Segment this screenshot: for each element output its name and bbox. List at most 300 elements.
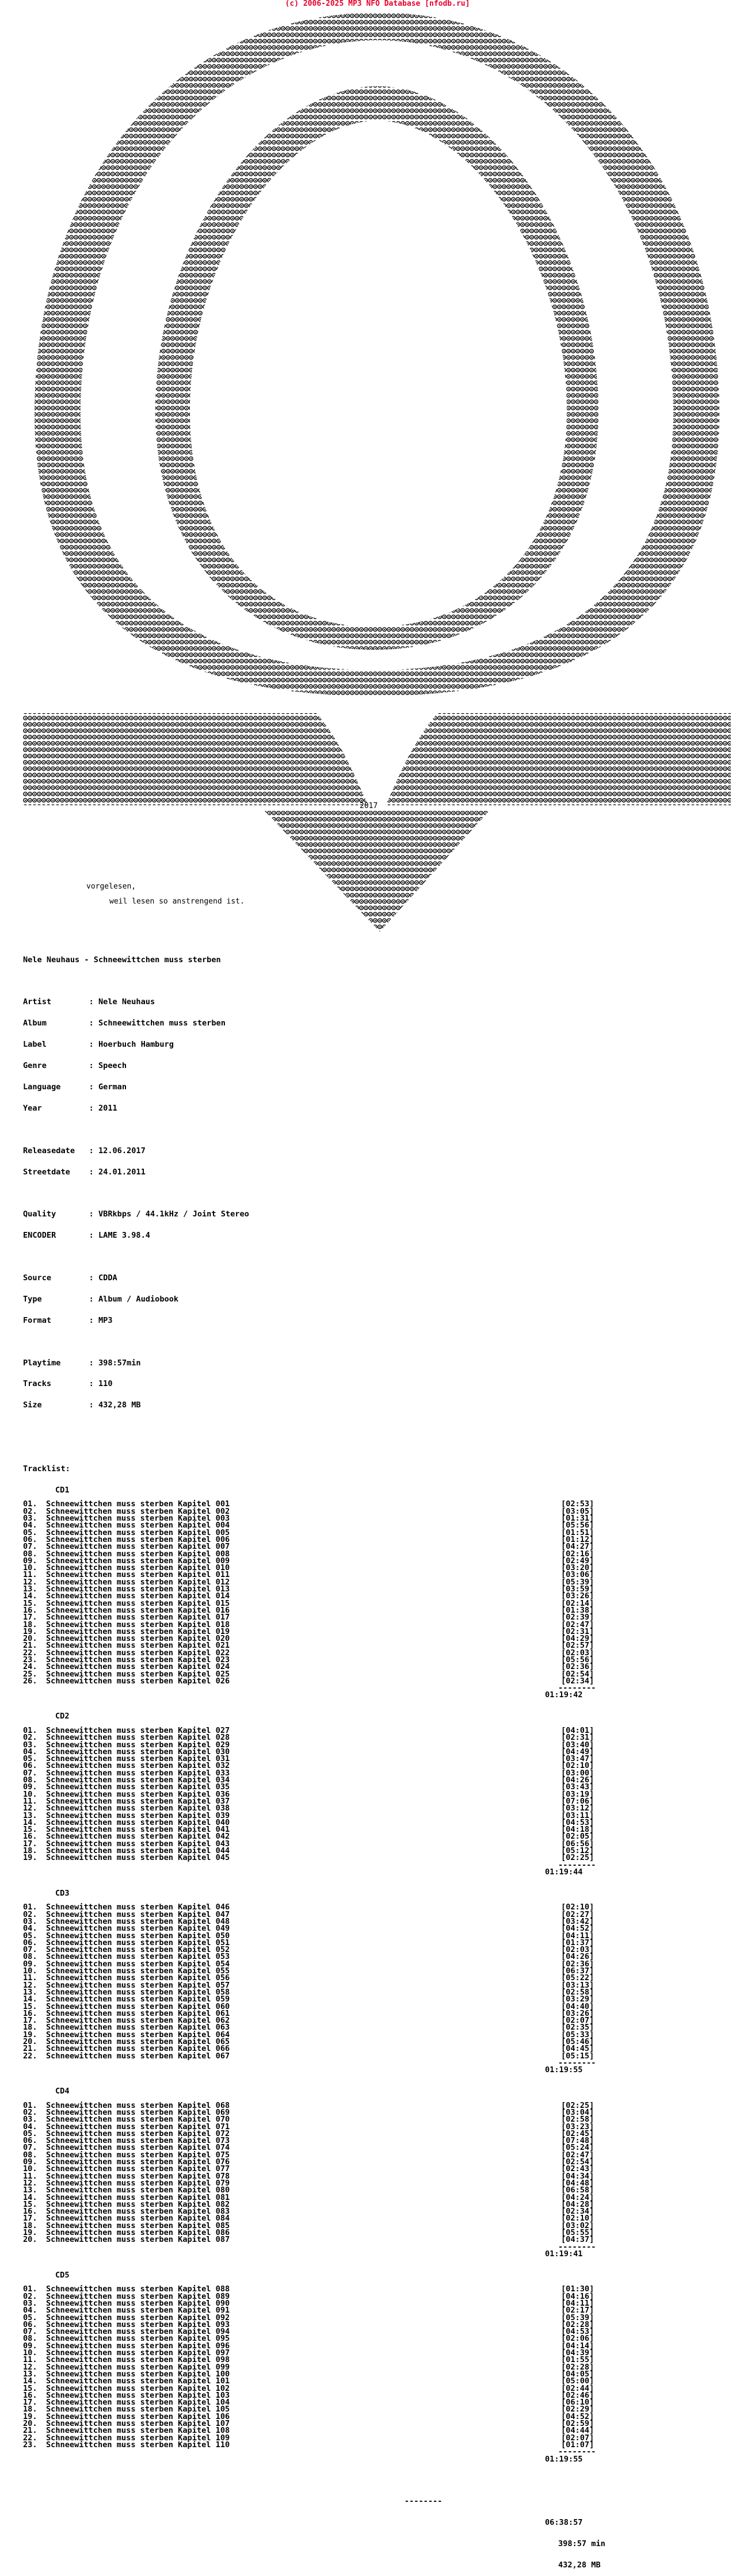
track-title: Schneewittchen muss sterben Kapitel 032 (46, 1761, 230, 1771)
track-duration: [02:43] (561, 2164, 594, 2174)
track-duration: [05:33] (561, 2030, 594, 2039)
track-title: Schneewittchen muss sterben Kapitel 022 (46, 1648, 230, 1658)
track-row (23, 2314, 605, 2321)
info-genre: Genre : Speech (23, 1061, 127, 1071)
track-title: Schneewittchen muss sterben Kapitel 002 (46, 1506, 230, 1516)
track-number: 13. (23, 2369, 37, 2379)
track-number: 01. (23, 2100, 37, 2110)
track-duration: [02:07] (561, 2016, 594, 2026)
track-number: 10. (23, 2348, 37, 2358)
track-title: Schneewittchen muss sterben Kapitel 095 (46, 2334, 230, 2344)
track-row (23, 2356, 605, 2363)
track-title: Schneewittchen muss sterben Kapitel 013 (46, 1584, 230, 1594)
info-format: Format : MP3 (23, 1315, 113, 1325)
info-album: Album : Schneewittchen muss sterben (23, 1019, 226, 1028)
track-duration: [05:55] (561, 2228, 594, 2238)
track-title: Schneewittchen muss sterben Kapitel 096 (46, 2341, 230, 2351)
track-number: 08. (23, 1549, 37, 1559)
track-row (23, 2349, 605, 2356)
track-row (23, 2392, 605, 2399)
track-number: 12. (23, 1980, 37, 1990)
track-number: 02. (23, 1909, 37, 1919)
track-title: Schneewittchen muss sterben Kapitel 068 (46, 2100, 230, 2110)
track-title: Schneewittchen muss sterben Kapitel 075 (46, 2150, 230, 2160)
track-duration: [06:58] (561, 2185, 594, 2195)
track-title: Schneewittchen muss sterben Kapitel 093 (46, 2319, 230, 2329)
track-title: Schneewittchen muss sterben Kapitel 098 (46, 2355, 230, 2365)
track-title: Schneewittchen muss sterben Kapitel 012 (46, 1577, 230, 1587)
track-title: Schneewittchen muss sterben Kapitel 046 (46, 1903, 230, 1912)
track-duration: [04:26] (561, 1952, 594, 1962)
track-duration: [02:16] (561, 1549, 594, 1559)
track-duration: [03:05] (561, 1506, 594, 1516)
info-playtime: Playtime : 398:57min (23, 1358, 141, 1368)
track-title: Schneewittchen muss sterben Kapitel 089 (46, 2291, 230, 2301)
track-title: Schneewittchen muss sterben Kapitel 110 (46, 2440, 230, 2449)
track-number: 14. (23, 2192, 37, 2202)
track-number: 12. (23, 2178, 37, 2188)
track-number: 23. (23, 2440, 37, 2449)
track-row (23, 2328, 605, 2335)
track-title: Schneewittchen muss sterben Kapitel 087 (46, 2235, 230, 2245)
track-number: 07. (23, 2143, 37, 2153)
track-duration: [03:12] (561, 1804, 594, 1813)
info-artist: Artist : Nele Neuhaus (23, 997, 155, 1007)
track-title: Schneewittchen muss sterben Kapitel 058 (46, 1987, 230, 1997)
track-duration: [03:23] (561, 2122, 594, 2131)
track-title: Schneewittchen muss sterben Kapitel 080 (46, 2185, 230, 2195)
track-title: Schneewittchen muss sterben Kapitel 066 (46, 2044, 230, 2054)
track-duration: [02:54] (561, 1669, 594, 1679)
track-title: Schneewittchen muss sterben Kapitel 029 (46, 1740, 230, 1750)
track-number: 01. (23, 1499, 37, 1509)
track-number: 11. (23, 1796, 37, 1806)
info-language: Language : German (23, 1082, 127, 1092)
track-number: 09. (23, 1959, 37, 1969)
track-duration: [03:43] (561, 1782, 594, 1792)
track-title: Schneewittchen muss sterben Kapitel 042 (46, 1832, 230, 1842)
track-number: 13. (23, 2185, 37, 2195)
track-duration: [02:25] (561, 2100, 594, 2110)
track-row (23, 2307, 605, 2314)
track-number: 08. (23, 2334, 37, 2344)
track-duration: [02:58] (561, 2115, 594, 2125)
track-duration: [02:14] (561, 1598, 594, 1608)
track-duration: [05:39] (561, 2313, 594, 2322)
track-number: 18. (23, 1846, 37, 1855)
track-title: Schneewittchen muss sterben Kapitel 077 (46, 2164, 230, 2174)
track-title: Schneewittchen muss sterben Kapitel 039 (46, 1811, 230, 1820)
info-label: Label : Hoerbuch Hamburg (23, 1040, 174, 1050)
tracklist (23, 1487, 605, 2463)
track-duration: [03:26] (561, 1591, 594, 1601)
track-number: 15. (23, 1598, 37, 1608)
info-type: Type : Album / Audiobook (23, 1294, 179, 1304)
track-title: Schneewittchen muss sterben Kapitel 103 (46, 2390, 230, 2400)
track-row (23, 2194, 605, 2201)
track-number: 15. (23, 2383, 37, 2393)
track-duration: [02:06] (561, 2334, 594, 2344)
track-number: 08. (23, 2150, 37, 2160)
track-number: 18. (23, 1620, 37, 1629)
track-title: Schneewittchen muss sterben Kapitel 065 (46, 2037, 230, 2047)
track-duration: [03:19] (561, 1789, 594, 1799)
track-number: 21. (23, 1641, 37, 1651)
track-duration: [02:36] (561, 1959, 594, 1969)
track-row (23, 2406, 605, 2413)
track-duration: [02:29] (561, 2405, 594, 2414)
track-duration: [07:48] (561, 2136, 594, 2146)
track-number: 02. (23, 2291, 37, 2301)
track-number: 11. (23, 2171, 37, 2181)
track-number: 06. (23, 1938, 37, 1947)
track-title: Schneewittchen muss sterben Kapitel 073 (46, 2136, 230, 2146)
track-number: 16. (23, 1832, 37, 1842)
track-number: 08. (23, 1952, 37, 1962)
track-row (23, 2300, 605, 2307)
track-row (23, 2165, 605, 2172)
track-row (23, 2180, 605, 2187)
track-number: 03. (23, 1740, 37, 1750)
track-number: 06. (23, 2319, 37, 2329)
track-number: 01. (23, 1725, 37, 1735)
track-number: 03. (23, 2115, 37, 2125)
track-duration: [04:05] (561, 2369, 594, 2379)
track-duration: [02:44] (561, 2383, 594, 2393)
track-row (23, 2158, 605, 2165)
track-duration: [03:20] (561, 1563, 594, 1573)
track-number: 13. (23, 1584, 37, 1594)
track-title: Schneewittchen muss sterben Kapitel 004 (46, 1521, 230, 1530)
track-duration: [04:52] (561, 2412, 594, 2421)
track-title: Schneewittchen muss sterben Kapitel 005 (46, 1528, 230, 1537)
cd-label: CD4 (55, 2087, 70, 2096)
track-title: Schneewittchen muss sterben Kapitel 100 (46, 2369, 230, 2379)
track-number: 04. (23, 2122, 37, 2131)
track-title: Schneewittchen muss sterben Kapitel 109 (46, 2433, 230, 2443)
track-number: 04. (23, 1747, 37, 1756)
track-title: Schneewittchen muss sterben Kapitel 017 (46, 1613, 230, 1622)
track-number: 20. (23, 2037, 37, 2047)
track-number: 18. (23, 2023, 37, 2033)
track-number: 14. (23, 2376, 37, 2386)
track-number: 06. (23, 1534, 37, 1544)
track-title: Schneewittchen muss sterben Kapitel 028 (46, 1733, 230, 1743)
track-duration: [01:12] (561, 1534, 594, 1544)
track-duration: [02:25] (561, 1853, 594, 1863)
track-duration: [04:14] (561, 2341, 594, 2351)
track-title: Schneewittchen muss sterben Kapitel 040 (46, 1817, 230, 1827)
track-title: Schneewittchen muss sterben Kapitel 050 (46, 1931, 230, 1940)
cd-label: CD5 (55, 2270, 70, 2280)
track-row (23, 2385, 605, 2392)
cd-divider: -------- (558, 1860, 596, 1870)
track-duration: [04:01] (561, 1725, 594, 1735)
track-number: 22. (23, 1648, 37, 1658)
track-duration: [02:53] (561, 1499, 594, 1509)
track-title: Schneewittchen muss sterben Kapitel 020 (46, 1634, 230, 1644)
track-row (23, 2427, 605, 2434)
track-number: 09. (23, 2157, 37, 2167)
track-number: 09. (23, 1782, 37, 1792)
track-duration: [04:37] (561, 2235, 594, 2245)
summary-total-min: 398:57 min (558, 2539, 605, 2549)
track-title: Schneewittchen muss sterben Kapitel 036 (46, 1789, 230, 1799)
track-title: Schneewittchen muss sterben Kapitel 015 (46, 1598, 230, 1608)
track-number: 05. (23, 1931, 37, 1940)
track-duration: [02:54] (561, 2157, 594, 2167)
track-number: 05. (23, 2129, 37, 2138)
track-number: 15. (23, 1825, 37, 1835)
track-duration: [02:34] (561, 1676, 594, 1686)
cd-label: CD1 (55, 1485, 70, 1495)
track-title: Schneewittchen muss sterben Kapitel 041 (46, 1825, 230, 1835)
track-number: 12. (23, 1804, 37, 1813)
track-row (23, 2342, 605, 2349)
info-releasedate: Releasedate : 12.06.2017 (23, 1146, 146, 1155)
track-duration: [04:53] (561, 2327, 594, 2337)
track-duration: [06:10] (561, 2398, 594, 2407)
track-number: 05. (23, 2313, 37, 2322)
cd-divider: -------- (558, 2242, 596, 2252)
track-number: 08. (23, 1775, 37, 1785)
track-title: Schneewittchen muss sterben Kapitel 023 (46, 1655, 230, 1664)
track-title: Schneewittchen muss sterben Kapitel 069 (46, 2107, 230, 2117)
track-row (23, 2364, 605, 2371)
track-duration: [02:58] (561, 1987, 594, 1997)
track-number: 13. (23, 1811, 37, 1820)
track-number: 14. (23, 1591, 37, 1601)
track-number: 26. (23, 1676, 37, 1686)
track-title: Schneewittchen muss sterben Kapitel 092 (46, 2313, 230, 2322)
track-number: 19. (23, 2228, 37, 2238)
track-row (23, 2208, 605, 2215)
track-title: Schneewittchen muss sterben Kapitel 085 (46, 2221, 230, 2230)
track-title: Schneewittchen muss sterben Kapitel 064 (46, 2030, 230, 2039)
track-title: Schneewittchen muss sterben Kapitel 082 (46, 2199, 230, 2209)
track-number: 10. (23, 2164, 37, 2174)
track-duration: [05:24] (561, 2143, 594, 2153)
track-number: 04. (23, 2306, 37, 2315)
track-title: Schneewittchen muss sterben Kapitel 027 (46, 1725, 230, 1735)
track-row (23, 2413, 605, 2420)
track-row (23, 2187, 605, 2194)
info-tracks: Tracks : 110 (23, 1379, 113, 1389)
track-title: Schneewittchen muss sterben Kapitel 007 (46, 1542, 230, 1552)
track-title: Schneewittchen muss sterben Kapitel 101 (46, 2376, 230, 2386)
track-title: Schneewittchen muss sterben Kapitel 030 (46, 1747, 230, 1756)
track-duration: [03:13] (561, 1980, 594, 1990)
nfo-text (23, 942, 605, 2576)
track-number: 07. (23, 1945, 37, 1955)
track-duration: [02:28] (561, 2362, 594, 2372)
track-row (23, 2420, 605, 2427)
track-number: 03. (23, 2299, 37, 2308)
track-number: 02. (23, 2107, 37, 2117)
track-duration: [02:59] (561, 2419, 594, 2429)
track-row (23, 2435, 605, 2441)
track-duration: [03:11] (561, 1811, 594, 1820)
track-title: Schneewittchen muss sterben Kapitel 038 (46, 1804, 230, 1813)
track-row (23, 2173, 605, 2180)
track-duration: [02:57] (561, 1641, 594, 1651)
track-duration: [01:55] (561, 2355, 594, 2365)
track-duration: [02:46] (561, 2390, 594, 2400)
track-duration: [03:02] (561, 2221, 594, 2230)
track-number: 10. (23, 1789, 37, 1799)
track-row (23, 2399, 605, 2406)
tracklist-label: Tracklist: (23, 1464, 70, 1473)
track-number: 03. (23, 1916, 37, 1926)
track-number: 20. (23, 1634, 37, 1644)
track-number: 14. (23, 1817, 37, 1827)
track-duration: [03:04] (561, 2107, 594, 2117)
site-header: (c) 2006-2025 MP3 NFO Database [nfodb.ru] (285, 0, 470, 8)
track-number: 06. (23, 1761, 37, 1771)
track-duration: [04:49] (561, 1747, 594, 1756)
track-number: 16. (23, 2390, 37, 2400)
track-number: 12. (23, 2362, 37, 2372)
track-title: Schneewittchen muss sterben Kapitel 086 (46, 2228, 230, 2238)
track-number: 17. (23, 2214, 37, 2223)
track-row (23, 2335, 605, 2342)
track-number: 18. (23, 2221, 37, 2230)
cd-total: 01:19:55 (545, 2454, 583, 2464)
track-title: Schneewittchen muss sterben Kapitel 054 (46, 1959, 230, 1969)
track-title: Schneewittchen muss sterben Kapitel 079 (46, 2178, 230, 2188)
track-duration: [03:59] (561, 1584, 594, 1594)
track-title: Schneewittchen muss sterben Kapitel 043 (46, 1839, 230, 1848)
track-number: 14. (23, 1995, 37, 2004)
track-row (23, 2144, 605, 2151)
track-number: 16. (23, 2207, 37, 2217)
track-title: Schneewittchen muss sterben Kapitel 006 (46, 1534, 230, 1544)
track-number: 02. (23, 1506, 37, 1516)
track-title: Schneewittchen muss sterben Kapitel 034 (46, 1775, 230, 1785)
track-title: Schneewittchen muss sterben Kapitel 062 (46, 2016, 230, 2026)
track-title: Schneewittchen muss sterben Kapitel 035 (46, 1782, 230, 1792)
track-number: 25. (23, 1669, 37, 1679)
track-title: Schneewittchen muss sterben Kapitel 009 (46, 1556, 230, 1565)
track-duration: [03:00] (561, 1768, 594, 1778)
track-title: Schneewittchen muss sterben Kapitel 025 (46, 1669, 230, 1679)
track-title: Schneewittchen muss sterben Kapitel 060 (46, 2001, 230, 2011)
track-duration: [01:30] (561, 2284, 594, 2294)
track-title: Schneewittchen muss sterben Kapitel 008 (46, 1549, 230, 1559)
track-number: 21. (23, 2044, 37, 2054)
track-duration: [03:40] (561, 1740, 594, 1750)
track-title: Schneewittchen muss sterben Kapitel 097 (46, 2348, 230, 2358)
track-title: Schneewittchen muss sterben Kapitel 076 (46, 2157, 230, 2167)
track-duration: [02:05] (561, 1832, 594, 1842)
track-title: Schneewittchen muss sterben Kapitel 078 (46, 2171, 230, 2181)
cd-divider: -------- (558, 1683, 596, 1693)
track-number: 01. (23, 2284, 37, 2294)
track-title: Schneewittchen muss sterben Kapitel 106 (46, 2412, 230, 2421)
track-title: Schneewittchen muss sterben Kapitel 044 (46, 1846, 230, 1855)
track-number: 17. (23, 1839, 37, 1848)
track-title: Schneewittchen muss sterben Kapitel 059 (46, 1995, 230, 2004)
track-duration: [02:49] (561, 1556, 594, 1565)
track-title: Schneewittchen muss sterben Kapitel 019 (46, 1626, 230, 1636)
track-title: Schneewittchen muss sterben Kapitel 018 (46, 1620, 230, 1629)
track-title: Schneewittchen muss sterben Kapitel 105 (46, 2405, 230, 2414)
track-duration: [05:46] (561, 2037, 594, 2047)
track-duration: [04:45] (561, 2044, 594, 2054)
track-number: 17. (23, 2016, 37, 2026)
track-number: 01. (23, 1903, 37, 1912)
track-duration: [04:11] (561, 1931, 594, 1940)
track-title: Schneewittchen muss sterben Kapitel 056 (46, 1973, 230, 1983)
track-title: Schneewittchen muss sterben Kapitel 037 (46, 1796, 230, 1806)
track-number: 10. (23, 1563, 37, 1573)
track-row (23, 2053, 605, 2060)
track-duration: [04:18] (561, 1825, 594, 1835)
track-duration: [02:31] (561, 1626, 594, 1636)
track-title: Schneewittchen muss sterben Kapitel 053 (46, 1952, 230, 1962)
track-title: Schneewittchen muss sterben Kapitel 070 (46, 2115, 230, 2125)
ascii-art-logo (0, 0, 755, 937)
track-title: Schneewittchen muss sterben Kapitel 052 (46, 1945, 230, 1955)
track-row (23, 2236, 605, 2243)
info-streetdate: Streetdate : 24.01.2011 (23, 1167, 146, 1177)
track-duration: [01:37] (561, 1938, 594, 1947)
track-duration: [03:47] (561, 1754, 594, 1764)
summary-divider: -------- (23, 2497, 443, 2506)
track-title: Schneewittchen muss sterben Kapitel 102 (46, 2383, 230, 2393)
track-duration: [02:28] (561, 2319, 594, 2329)
track-number: 11. (23, 1973, 37, 1983)
track-title: Schneewittchen muss sterben Kapitel 107 (46, 2419, 230, 2429)
track-duration: [01:31] (561, 1514, 594, 1524)
track-title: Schneewittchen muss sterben Kapitel 011 (46, 1570, 230, 1580)
track-number: 16. (23, 2008, 37, 2018)
track-title: Schneewittchen muss sterben Kapitel 049 (46, 1924, 230, 1934)
track-duration: [04:24] (561, 2192, 594, 2202)
info-quality: Quality : VBRkbps / 44.1kHz / Joint Stereo (23, 1209, 249, 1219)
track-number: 22. (23, 2433, 37, 2443)
track-title: Schneewittchen muss sterben Kapitel 033 (46, 1768, 230, 1778)
track-duration: [01:51] (561, 1528, 594, 1537)
cd-total: 01:19:55 (545, 2065, 583, 2075)
track-duration: [04:34] (561, 2171, 594, 2181)
track-number: 23. (23, 1655, 37, 1664)
track-number: 04. (23, 1521, 37, 1530)
track-title: Schneewittchen muss sterben Kapitel 021 (46, 1641, 230, 1651)
track-title: Schneewittchen muss sterben Kapitel 099 (46, 2362, 230, 2372)
track-title: Schneewittchen muss sterben Kapitel 108 (46, 2426, 230, 2436)
track-duration: [02:35] (561, 2023, 594, 2033)
track-row (23, 2201, 605, 2208)
track-duration: [02:45] (561, 2129, 594, 2138)
track-duration: [02:10] (561, 1903, 594, 1912)
track-number: 17. (23, 1613, 37, 1622)
track-title: Schneewittchen muss sterben Kapitel 010 (46, 1563, 230, 1573)
track-number: 05. (23, 1528, 37, 1537)
cd-total: 01:19:42 (545, 1690, 583, 1700)
track-duration: [04:44] (561, 2426, 594, 2436)
track-number: 18. (23, 2405, 37, 2414)
track-row (23, 1854, 605, 1861)
track-title: Schneewittchen muss sterben Kapitel 084 (46, 2214, 230, 2223)
track-number: 11. (23, 2355, 37, 2365)
track-title: Schneewittchen muss sterben Kapitel 016 (46, 1605, 230, 1615)
track-duration: [02:36] (561, 1662, 594, 1672)
track-row (23, 2293, 605, 2300)
track-title: Schneewittchen muss sterben Kapitel 001 (46, 1499, 230, 1509)
track-row (23, 2321, 605, 2328)
info-encoder: ENCODER : LAME 3.98.4 (23, 1231, 150, 1241)
